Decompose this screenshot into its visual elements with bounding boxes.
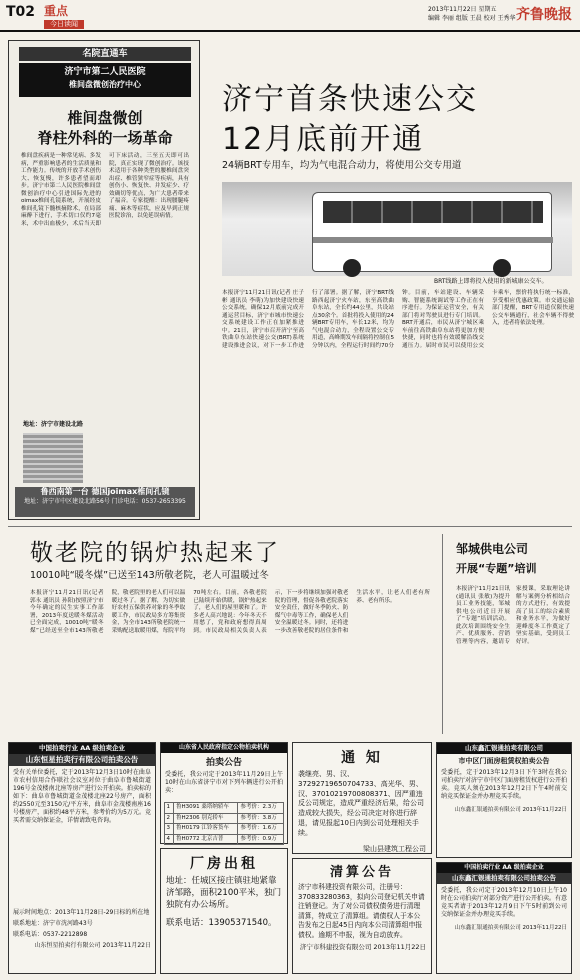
- photo-caption: BRT线路上即将投入使用的新城康公交车。: [434, 278, 548, 285]
- notice-b-title: 山东省人民政府指定公物拍卖机构: [161, 743, 287, 753]
- boiler-headline: 敬老院的锅炉热起来了: [30, 540, 280, 566]
- notice-f-body: 受委托，定于2013年12月3日下午3时在我公司拍卖厅对济宁市中区门面房租赁权进行公开拍卖。竞买人须在2013年12月2日下午4时前交纳竞买保证金并办理竞买手续。: [441, 768, 568, 801]
- ad-hospital-name: 济宁市第二人民医院: [64, 67, 146, 77]
- table-cell: 2: [164, 813, 173, 823]
- ad-banner: [15, 487, 195, 517]
- notice-a-phone: 联系电话：0537-2212898: [13, 931, 88, 939]
- table-cell: 1: [164, 803, 173, 813]
- notice-a-body: 受有关单位委托，定于2013年12月3日10时在曲阜市农村信用合作联社会议室对位于曲阜市鲁城街道196号金茂楼南北座等房产进行公开拍卖。拍卖标的如下：曲阜市鲁城街道金茂楼北座22号房产，面积约2550元至3150元/平方米，曲阜市金茂楼南座16号楼房产，面积约48平方米，参考价约为5万元。竞买者需交纳保证金，详情请致电咨询。: [13, 768, 151, 825]
- table-row: [164, 803, 284, 813]
- notice-c-title: 厂房出租: [190, 856, 258, 872]
- ad-department: 椎间盘微创治疗中心: [69, 80, 141, 90]
- notice-a-contact: 联系地址：济宁市洸河路43号: [13, 919, 93, 927]
- vehicle-table: [164, 802, 285, 845]
- section-subtitle: 今日读闻: [44, 20, 84, 29]
- section-divider: [8, 526, 572, 527]
- brt-bus-photo: [222, 182, 572, 276]
- brt-headline-line2: 12月底前开通: [222, 122, 425, 157]
- notice-d-footer: 梁山县建筑工程公司: [363, 844, 426, 853]
- notice-factory-rent: [160, 848, 288, 974]
- header-rule: [0, 30, 580, 32]
- notice-e-body: 济宁市科建投资有限公司，注册号：370833280363，拟向公司登记机关申请注销登记。为了对公司债权债务进行清理清算，特成立了清算组。请债权人于本公告发布之日起45日内向本公司清算组申报债权。逾期不申报，视为自动放弃。: [298, 883, 425, 939]
- ad-body-text: 椎间盘疾病是一种常见病、多发病，严重影响患者的生活质量和工作能力。传统的开放手术创伤大、恢复慢，许多患者望而却步。济宁市第二人民医院椎间盘微创治疗中心引进国际先进的oimax椎间孔镜系统，开展经皮椎间孔镜下髓核摘除术，在局部麻醉下进行，手术切口仅约7毫米，术中出血极少，术后当天即可下床活动，三至五天即可出院，真正实现了微创治疗。该技术适用于各种类型的腰椎间盘突出症、椎管狭窄症等疾病，具有创伤小、恢复快、并发症少、疗效确切等优点，为广大患者带来了福音。专家提醒：出现腰腿疼痛、麻木等症状，应及早到正规医院诊治，以免延误病情。: [21, 153, 189, 227]
- ad-banner-line1: 鲁西南第一台 德国joimax椎间孔镜: [40, 487, 170, 496]
- ad-address-label: 地址：济宁市建设北路: [23, 421, 84, 428]
- bus-wheel-front: [343, 259, 361, 277]
- table-cell: 参考价：1.6万: [238, 824, 284, 834]
- notice-d-body: 袭继亮、男、汉、37292719650704733、高光华、男、汉、37010219700808371、因严重违反公司规定，造成严重经济后果，给公司造成较大损失，经公司决定对你进行辞退，请见报起10日内到公司处理相关手续。: [298, 770, 424, 837]
- notice-a-show-time: 展示时间地点：2013年11月28日-29日标的所在地: [13, 908, 150, 916]
- side-article-body: 本报济宁11月21日讯(通讯员 张敏)为提升员工业务技能，邹城供电公司近日开展了“专题”培训活动。此次培训围绕安全生产、优质服务、营销管理等内容，邀请专家授课，采取理论讲解与案例分析相结合的方式进行，有效提高了员工的综合素质和业务水平，为做好迎峰度冬工作奠定了坚实基础，受到员工好评。: [456, 586, 570, 645]
- notice-e-footer: 济宁市科建投资有限公司 2013年11月22日: [299, 943, 426, 952]
- notice-c-body: 地址：任城区接庄镇驻地紧靠济邹路，面积2100平米，独门独院有办公场所。: [166, 876, 282, 910]
- notice-b-heading: 拍卖公告: [205, 758, 242, 769]
- table-cell: 参考价：0.9万: [238, 834, 284, 844]
- column-divider: [442, 534, 443, 734]
- ad-banner-line2: 地址：济宁市中区建设北路56号 门诊电话：0537-2653395: [24, 497, 186, 505]
- notice-e-title: 清算公告: [329, 865, 394, 880]
- notice-g-sub: 山东鑫汇银通拍卖有限公司拍卖公告: [437, 873, 571, 884]
- notice-b-body: 受委托，我公司定于2013年11月29日上午10时在山东省济宁市对下列车辆进行公开拍卖：: [165, 771, 283, 795]
- table-cell: 鲁H2306 别克轿车: [173, 813, 238, 823]
- table-cell: 4: [164, 834, 173, 844]
- notice-d-title: 通 知: [341, 750, 383, 766]
- brt-article-body: 本报济宁11月21日讯(记者 庄子彬 通讯员 李萌)为加快建设快速公交系统，确保12月底前完成开通运营目标，济宁市城市快速公交系统建设工作正在加紧推进中。21日，济宁市召开济宁至高铁曲阜东站快速公交(BRT)系统建设推进会议，对下一步工作进行了部署。据了解，济宁BRT线路西起济宁火车站，东至高铁曲阜东站，全长约44公里，共设站点30余个。首批将投入使用的24辆BRT专用车，车长12米，均为气电混合动力，全程设置公交专用道，高峰期发车间隔将控制在5分钟以内，全程运行时间约70分钟。目前，车站建设、车辆采购、智能系统调试等工作正在有序进行。为保证运营安全，有关部门将对驾驶员进行专门培训。BRT开通后，市民从济宁城区乘车前往高铁曲阜东站将更加方便快捷，同时也将有效缓解沿线交通压力。届时市民可以使用公交卡乘车，票价将执行统一标准，享受相应优惠政策。市交通运输部门提醒，BRT专用道仅限快速公交车辆通行，社会车辆不得驶入，违者将依法处理。: [222, 290, 574, 349]
- table-cell: 鲁H0772 北京吉普: [173, 834, 238, 844]
- side-headline-line2: 开展“专题”培训: [456, 562, 537, 575]
- table-row: [164, 824, 284, 834]
- notice-auction-hengxing: [8, 742, 156, 974]
- notice-a-company: 山东恒星拍卖行有限公司拍卖公告: [9, 754, 155, 766]
- bus-windows: [323, 201, 543, 223]
- notice-c-phone: 联系电话：13905371540。: [166, 917, 277, 928]
- notice-f-sub: 市中区门面房租赁权拍卖公告: [458, 756, 550, 765]
- notice-shop-lease-auction: [436, 742, 572, 858]
- table-cell: 3: [164, 824, 173, 834]
- boiler-subheadline: 10010吨“暖冬煤”已送至143所敬老院，老人可温暖过冬: [30, 570, 269, 581]
- bus-stripe: [313, 237, 553, 243]
- editor-line: 编辑 李丽 组版 王晨 校对 王秀华: [428, 15, 516, 22]
- hospital-building-image: [23, 433, 83, 483]
- notice-g-title: 中国拍卖行业 AA 级拍卖企业: [437, 863, 571, 873]
- boiler-article-body: 本报济宁11月21日讯(记者 郭永 通讯员 孙阳)按照济宁市今年确定的民生实事工作部署，2013年度送暖冬煤活动已全面完成，10010吨“暖冬煤”已经送至全市143所敬老院，敬老院里的老人们可以温暖过冬了。据了解，为切实做好农村五保供养对象的冬季取暖工作，市民政局多方筹集资金，为全市143所敬老院统一采购配送取暖用煤，每院平均70吨左右。目前，各敬老院已陆续开始供暖，锅炉热起来了，老人们的屋里暖和了。许多老人高兴地说：今年冬天不用愁了，党和政府想得真周到。市民政局相关负责人表示，下一步将继续加强对敬老院的管理，督促各敬老院落实安全责任，做好冬季防火、防煤气中毒等工作，确保老人们安全温暖过冬。同时，还将进一步改善敬老院的居住条件和生活水平，让老人们老有所养、老有所乐。: [30, 590, 430, 634]
- notice-g-body: 受委托，我公司定于2013年12月10日上午10时在公司拍卖厅对部分资产进行公开拍卖。有意竞买者请于2013年12月9日下午5时前到公司交纳保证金并办理竞买手续。: [441, 886, 568, 919]
- table-cell: 参考价：3.8万: [238, 813, 284, 823]
- ad-title-line1: 椎间盘微创: [67, 109, 143, 127]
- ad-title-line2: 脊柱外科的一场革命: [37, 129, 173, 147]
- notice-a-title: 中国拍卖行业 AA 级拍卖企业: [9, 743, 155, 754]
- notice-a-footer: 山东恒星拍卖行有限公司 2013年11月22日: [34, 942, 151, 950]
- newspaper-logo: 齐鲁晚报: [516, 7, 572, 23]
- table-cell: 鲁H3091 桑塔纳轿车: [173, 803, 238, 813]
- ad-caption: 名院直通车: [19, 47, 191, 61]
- bus-image: [312, 192, 552, 272]
- bus-wheel-rear: [493, 259, 511, 277]
- table-cell: 参考价：2.3万: [238, 803, 284, 813]
- notice-g-footer: 山东鑫汇银通拍卖有限公司 2013年11月22日: [454, 925, 567, 932]
- hospital-advertisement: [8, 40, 200, 520]
- notice-vehicle-auction: [160, 742, 288, 844]
- ad-hospital-block: [19, 63, 191, 97]
- notice-liquidation: [292, 858, 432, 974]
- side-headline-line1: 邹城供电公司: [456, 542, 529, 556]
- notice-dismissal: [292, 742, 432, 854]
- table-row: [164, 834, 284, 844]
- table-cell: 鲁H0179 江铃客货车: [173, 824, 238, 834]
- brt-subheadline: 24辆BRT专用车，均为气电混合动力，将使用公交专用道: [222, 160, 462, 171]
- page-code: T02: [6, 4, 36, 20]
- brt-headline-line1: 济宁首条快速公交: [222, 82, 478, 117]
- date-line: 2013年11月22日 星期五: [428, 6, 497, 13]
- notice-f-footer: 山东鑫汇银通拍卖有限公司 2013年11月22日: [454, 807, 567, 814]
- notice-asset-auction: [436, 862, 572, 974]
- table-row: [164, 813, 284, 823]
- notice-f-title: 山东鑫汇银通拍卖有限公司: [437, 743, 571, 754]
- page-header: [0, 0, 580, 34]
- section-title: 重点: [44, 4, 69, 18]
